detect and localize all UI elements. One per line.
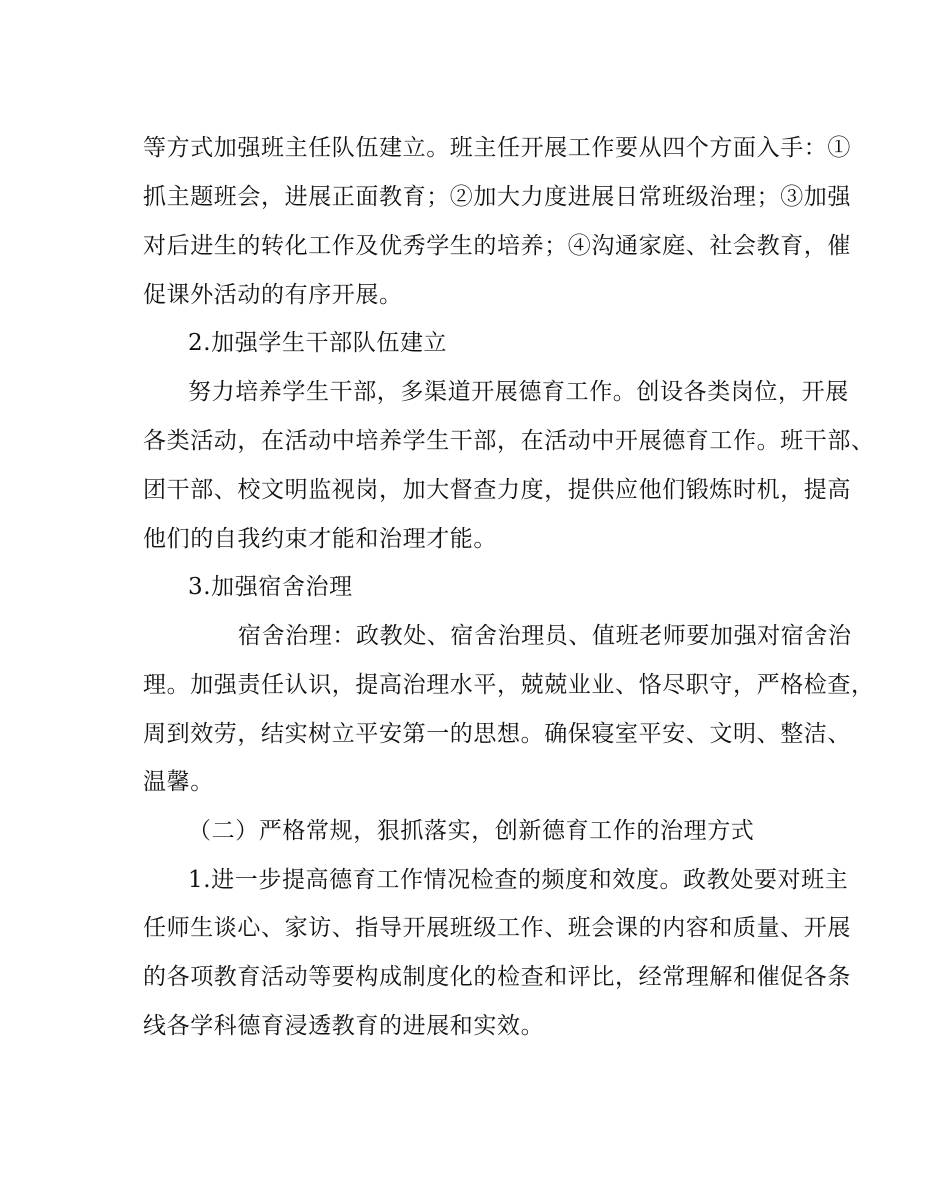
paragraph-line: 促课外活动的有序开展。 — [143, 282, 403, 308]
paragraph-line: 理。加强责任认识，提高治理水平，兢兢业业、恪尽职守，严格检查， — [143, 672, 875, 698]
paragraph-line: 线各学科德育浸透教育的进展和实效。 — [143, 1013, 545, 1039]
paragraph-line: 等方式加强班主任队伍建立。班主任开展工作要从四个方面入手：① — [143, 135, 851, 161]
paragraph-line: 任师生谈心、家访、指导开展班级工作、班会课的内容和质量、开展 — [143, 915, 851, 941]
paragraph-line: 宿舍治理：政教处、宿舍治理员、值班老师要加强对宿舍治 — [238, 623, 852, 649]
paragraph-line: 各类活动，在活动中培养学生干部，在活动中开展德育工作。班干部、 — [143, 428, 875, 454]
paragraph-line: 团干部、校文明监视岗，加大督查力度，提供应他们锻炼时机，提高 — [143, 477, 851, 503]
paragraph-line: 周到效劳，结实树立平安第一的思想。确保寝室平安、文明、整洁、 — [143, 721, 851, 747]
paragraph-line: 他们的自我约束才能和治理才能。 — [143, 526, 497, 552]
paragraph-line: 努力培养学生干部，多渠道开展德育工作。创设各类岗位，开展 — [188, 379, 849, 405]
paragraph-line: 对后进生的转化工作及优秀学生的培养；④沟通家庭、社会教育，催 — [143, 233, 851, 259]
section-heading: 3.加强宿舍治理 — [188, 574, 353, 600]
paragraph-line: 抓主题班会，进展正面教育；②加大力度进展日常班级治理；③加强 — [143, 184, 851, 210]
paragraph-line: 温馨。 — [143, 769, 214, 795]
section-heading: 2.加强学生干部队伍建立 — [188, 330, 448, 356]
section-heading: （二）严格常规，狠抓落实，创新德育工作的治理方式 — [188, 818, 755, 844]
paragraph-line: 1.进一步提高德育工作情况检查的频度和效度。政教处要对班主 — [188, 867, 849, 893]
paragraph-line: 的各项教育活动等要构成制度化的检查和评比，经常理解和催促各条 — [143, 964, 851, 990]
